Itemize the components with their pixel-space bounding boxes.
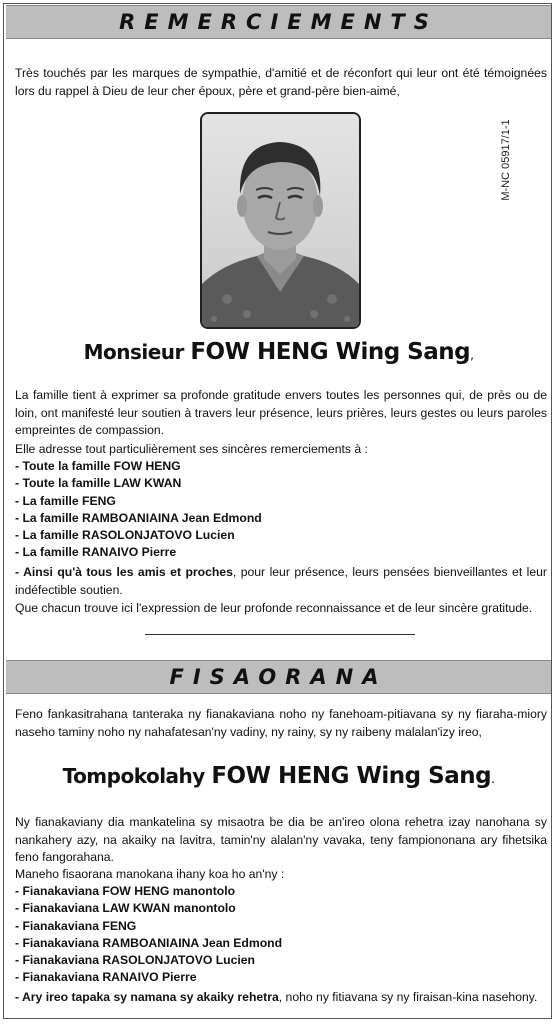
- last-item-bold: - Ary ireo tapaka sy namana sy akaiky rehetra: [15, 990, 279, 1004]
- fisaorana-last-item: [15, 989, 547, 1007]
- last-item-bold: - Ainsi qu'à tous les amis et proches: [15, 565, 233, 579]
- list-item: - La famille RANAIVO Pierre: [15, 545, 177, 560]
- remerciements-banner: [6, 5, 551, 39]
- list-item: - Fianakaviana RASOLONJATOVO Lucien: [15, 953, 255, 968]
- list-item: - Toute la famille FOW HENG: [15, 459, 181, 473]
- fisaorana-banner: [6, 660, 551, 694]
- remerciements-list: [15, 458, 547, 562]
- fisaorana-intro: Feno fankasitrahana tanteraka ny fianakaviana noho ny fanehoam-pitiavana sy ny fiaraha-miory naseho taminy noho ny nahafatesan'ny vadiny, ny rainy, sy ny raibeny malalan'izy ireo,: [15, 707, 547, 739]
- name-main: FOW HENG Wing Sang: [211, 763, 492, 789]
- list-item: - Fianakaviana FOW HENG manontolo: [15, 884, 236, 898]
- name-main: FOW HENG Wing Sang: [190, 339, 471, 365]
- section-divider: [145, 634, 415, 635]
- remerciements-intro: Très touchés par les marques de sympathie, d'amitié et de réconfort qui leur ont été témoignées lors du rappel à Dieu de leur cher époux, père et grand-père bien-aimé,: [15, 66, 547, 98]
- remerciements-last-item: [15, 564, 547, 599]
- deceased-name-fr: [0, 339, 557, 365]
- remerciements-address-line: Elle adresse tout particulièrement ses sincères remerciements à :: [15, 442, 368, 456]
- list-item: - La famille RASOLONJATOVO Lucien: [15, 528, 235, 543]
- list-item: - La famille FENG: [15, 493, 116, 508]
- remerciements-title: REMERCIEMENTS: [119, 10, 438, 34]
- deceased-name-mg: [0, 763, 557, 789]
- list-item: - Fianakaviana RAMBOANIAINA Jean Edmond: [15, 935, 283, 950]
- list-item: - La famille RAMBOANIAINA Jean Edmond: [15, 510, 262, 525]
- reference-code: M-NC 05917/1-1: [500, 119, 512, 201]
- fisaorana-list: [15, 883, 547, 987]
- last-item-rest: , pour leur présence, leurs pensées bienveillantes et leur indéfectible soutien.: [15, 565, 547, 597]
- name-prefix: Tompokolahy: [62, 764, 205, 788]
- name-suffix: ,: [470, 348, 474, 362]
- fisaorana-title: FISAORANA: [169, 665, 388, 689]
- remerciements-body: La famille tient à exprimer sa profonde gratitude envers toutes les personnes qui, de près ou de loin, ont manifesté leur soutien à travers leur présence, leurs prières, leurs gestes ou leurs paroles empreintes de compassion.: [15, 388, 547, 437]
- name-suffix: .: [491, 772, 495, 786]
- list-item: - Toute la famille LAW KWAN: [15, 476, 182, 491]
- last-item-rest: , noho ny fitiavana sy ny firaisan-kina nasehony.: [278, 990, 538, 1004]
- list-item: - Fianakaviana RANAIVO Pierre: [15, 970, 197, 985]
- portrait-illustration: [202, 114, 359, 327]
- portrait-photo: [200, 112, 361, 329]
- list-item: - Fianakaviana LAW KWAN manontolo: [15, 901, 236, 916]
- fisaorana-body: Ny fianakaviany dia mankatelina sy misaotra be dia be an'ireo olona rehetra izay nanohana sy nankahery azy, na akaiky na lavitra, tamin'ny alalan'ny vavaka, teny fampiononana ary fihetsika feno fangorahana.: [15, 815, 547, 864]
- remerciements-closing: Que chacun trouve ici l'expression de leur profonde reconnaissance et de leur sincère gratitude.: [15, 601, 533, 615]
- fisaorana-address-line: Maneho fisaorana manokana ihany koa ho an'ny :: [15, 867, 285, 881]
- list-item: - Fianakaviana FENG: [15, 918, 137, 933]
- name-prefix: Monsieur: [83, 340, 184, 364]
